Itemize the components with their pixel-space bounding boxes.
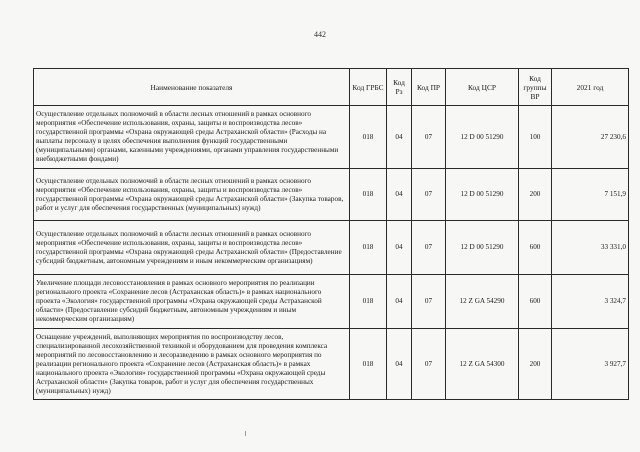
row-vr: 200 (519, 329, 552, 400)
row-value: 27 230,6 (552, 106, 629, 169)
row-description: Увеличение площади лесовосстановления в рамках основного мероприятия по реализации регионального проекта «Сохранение лесов (Астраханская область)» в рамках национального проекта «Экология» государственной программы «Охрана окружающей среды Астраханской области» (Предоставление субсидий бюджетным, автономным учреждениям и иным некоммерческим организациям) (34, 275, 350, 329)
row-csr: 12 D 00 51290 (446, 169, 519, 221)
table-row (34, 221, 629, 275)
scan-mark (245, 431, 246, 436)
row-description: Оснащение учреждений, выполняющих мероприятия по воспроизводству лесов, специализированной лесохозяйственной техникой и оборудованием для проведения комплекса мероприятий по лесовосстановлению и лесоразведению в рамках основного мероприятия по реализации регионального проекта «Сохранение лесов (Астраханская область)» в рамках национального проекта «Экология» государственной программы «Охрана окружающей среды Астраханской области» (Закупка товаров, работ и услуг для обеспечения государственных (муниципальных) нужд) (34, 329, 350, 400)
row-grbs: 018 (350, 169, 387, 221)
table-row (34, 106, 629, 169)
row-grbs: 018 (350, 106, 387, 169)
page-number: 442 (314, 30, 326, 39)
row-rz: 04 (387, 221, 412, 275)
row-vr: 100 (519, 106, 552, 169)
row-vr: 200 (519, 169, 552, 221)
row-pr: 07 (412, 169, 446, 221)
row-value: 33 331,0 (552, 221, 629, 275)
table-row (34, 275, 629, 329)
row-value: 3 324,7 (552, 275, 629, 329)
header-rz: Код Рз (387, 69, 412, 106)
row-description: Осуществление отдельных полномочий в области лесных отношений в рамках основного мероприятия «Обеспечение использования, охраны, защиты и воспроизводства лесов» государственной программы «Охрана окружающей среды Астраханской области» (Закупка товаров, работ и услуг для обеспечения государственных (муниципальных) нужд) (34, 169, 350, 221)
row-rz: 04 (387, 275, 412, 329)
row-pr: 07 (412, 275, 446, 329)
table-header-row (34, 69, 629, 106)
row-grbs: 018 (350, 275, 387, 329)
row-rz: 04 (387, 329, 412, 400)
row-description: Осуществление отдельных полномочий в области лесных отношений в рамках основного мероприятия «Обеспечение использования, охраны, защиты и воспроизводства лесов» государственной программы «Охрана окружающей среды Астраханской области» (Предоставление субсидий бюджетным, автономным учреждениям и иным некоммерческим организациям) (34, 221, 350, 275)
header-name: Наименование показателя (34, 69, 350, 106)
row-description: Осуществление отдельных полномочий в области лесных отношений в рамках основного мероприятия «Обеспечение использования, охраны, защиты и воспроизводства лесов» государственной программы «Охрана окружающей среды Астраханской области» (Расходы на выплаты персоналу в целях обеспечения выполнения функций государственными (муниципальными) органами, казенными учреждениями, органами управления государственными внебюджетными фондами) (34, 106, 350, 169)
row-pr: 07 (412, 106, 446, 169)
row-vr: 600 (519, 221, 552, 275)
budget-table (33, 68, 629, 400)
table-row (34, 329, 629, 400)
row-pr: 07 (412, 221, 446, 275)
header-grbs: Код ГРБС (350, 69, 387, 106)
header-csr: Код ЦСР (446, 69, 519, 106)
row-csr: 12 Z GA 54290 (446, 275, 519, 329)
table-row (34, 169, 629, 221)
row-rz: 04 (387, 106, 412, 169)
row-csr: 12 Z GA 54300 (446, 329, 519, 400)
row-value: 3 927,7 (552, 329, 629, 400)
row-pr: 07 (412, 329, 446, 400)
header-vr: Код группы ВР (519, 69, 552, 106)
row-grbs: 018 (350, 221, 387, 275)
row-value: 7 151,9 (552, 169, 629, 221)
row-vr: 600 (519, 275, 552, 329)
row-csr: 12 D 00 51290 (446, 106, 519, 169)
header-year: 2021 год (552, 69, 629, 106)
row-grbs: 018 (350, 329, 387, 400)
header-pr: Код ПР (412, 69, 446, 106)
row-rz: 04 (387, 169, 412, 221)
row-csr: 12 D 00 51290 (446, 221, 519, 275)
